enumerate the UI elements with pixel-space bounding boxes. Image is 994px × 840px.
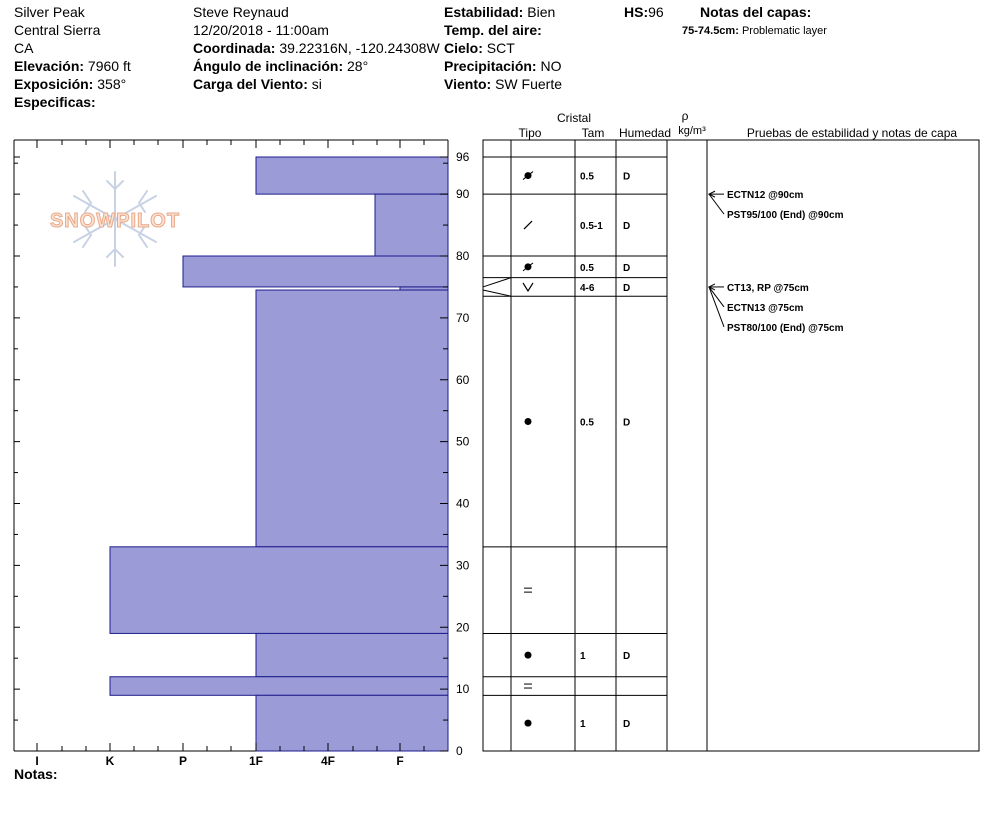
depth-hoar-icon xyxy=(523,283,533,291)
hardness-tick-label: 1F xyxy=(248,754,264,768)
snowpilot-logo xyxy=(50,172,180,266)
depth-tick-label: 20 xyxy=(456,620,470,635)
depth-tick-label: 10 xyxy=(456,682,470,697)
test-leader xyxy=(709,194,724,214)
hardness-tick-label: P xyxy=(178,754,188,768)
depth-tick-label: 96 xyxy=(456,150,470,164)
depth-tick-label: 50 xyxy=(456,434,470,449)
coord-value: 39.22316N, -120.24308W xyxy=(279,40,440,56)
test-result: ECTN13 @75cm xyxy=(727,302,804,314)
hardness-tick-label: 4F xyxy=(320,754,336,768)
test-result: ECTN12 @90cm xyxy=(727,190,804,202)
test-result: PST80/100 (End) @75cm xyxy=(727,322,844,334)
row-moisture: D xyxy=(623,262,631,274)
row-size: 1 xyxy=(580,651,586,663)
row-size: 0.5 xyxy=(580,417,594,429)
state: CA xyxy=(14,40,34,56)
melt-freeze-crust-icon xyxy=(524,588,532,592)
hs-value: 96 xyxy=(648,4,664,20)
precip-value: NO xyxy=(540,58,562,74)
logo-text: SNOWPILOT xyxy=(49,210,181,232)
row-moisture: D xyxy=(623,171,631,183)
slope-value: 28° xyxy=(347,58,369,74)
row-moisture: D xyxy=(623,221,631,233)
hardness-layer-bar xyxy=(110,547,448,634)
depth-tick-label: 90 xyxy=(456,187,470,202)
stability-tests xyxy=(709,190,844,334)
elevation-label: Elevación: xyxy=(14,58,85,74)
datetime: 12/20/2018 - 11:00am xyxy=(193,22,329,38)
hardness-layers xyxy=(110,157,448,751)
col-header-density-symbol: ρ xyxy=(681,109,689,123)
aspect-value: 358° xyxy=(97,76,127,92)
hardness-layer-bar xyxy=(256,695,448,751)
stability-value: Bien xyxy=(527,4,556,20)
decomposing-fragments-icon xyxy=(524,221,532,229)
layer-note-text: Problematic layer xyxy=(741,25,827,37)
hardness-layer-bar xyxy=(256,290,448,547)
rounded-grains-icon xyxy=(525,652,532,659)
row-moisture: D xyxy=(623,719,631,731)
depth-tick-label: 60 xyxy=(456,372,470,387)
layer-note-depth: 75-74.5cm: xyxy=(682,25,739,37)
test-leader xyxy=(709,287,724,307)
wind-load-label: Carga del Viento: xyxy=(193,76,308,92)
rounded-grains-icon xyxy=(525,418,532,425)
hardness-tick-label: I xyxy=(35,754,39,768)
depth-tick-label: 30 xyxy=(456,558,470,573)
mountain-range: Central Sierra xyxy=(14,22,101,38)
slope-label: Ángulo de inclinación: xyxy=(193,58,344,74)
specifics-label: Especificas: xyxy=(14,94,96,110)
elevation-value: 7960 ft xyxy=(87,58,131,74)
coord-label: Coordinada: xyxy=(193,40,276,56)
col-header-type: Tipo xyxy=(518,126,542,140)
notes xyxy=(14,765,58,783)
precip-label: Precipitación: xyxy=(444,58,537,74)
row-connector xyxy=(483,290,511,296)
depth-tick-label: 40 xyxy=(456,496,470,511)
hardness-layer-bar xyxy=(375,194,448,256)
depth-tick-label: 0 xyxy=(456,744,463,758)
layer-notes-label: Notas del capas: xyxy=(700,4,812,20)
air-temp-label: Temp. del aire: xyxy=(444,22,542,38)
wind-load-value: si xyxy=(311,76,322,92)
row-moisture: D xyxy=(623,417,631,429)
row-size: 0.5-1 xyxy=(580,221,603,233)
hardness-layer-bar xyxy=(256,633,448,676)
col-header-density-unit: kg/m³ xyxy=(678,125,706,137)
hs-label: HS: xyxy=(624,4,649,20)
wind-label: Viento: xyxy=(444,76,492,92)
col-header-size: Tam xyxy=(581,126,605,140)
hardness-layer-bar xyxy=(110,677,448,696)
hardness-tick-label: K xyxy=(105,754,115,768)
location: Silver Peak xyxy=(14,4,85,20)
depth-tick-label: 80 xyxy=(456,249,470,263)
observer: Steve Reynaud xyxy=(193,4,289,20)
test-result: CT13, RP @75cm xyxy=(727,282,809,294)
aspect-label: Exposición: xyxy=(14,76,94,92)
melt-freeze-crust-icon xyxy=(524,684,532,688)
rounding-faceted-icon xyxy=(523,263,533,271)
layer-table xyxy=(483,109,979,751)
row-size: 0.5 xyxy=(580,262,594,274)
row-moisture: D xyxy=(623,282,631,294)
row-size: 0.5 xyxy=(580,171,594,183)
rounded-grains-icon xyxy=(525,720,532,727)
row-connector xyxy=(483,278,511,287)
rounding-faceted-icon xyxy=(523,172,533,180)
depth-tick-label: 70 xyxy=(456,310,470,325)
sky-value: SCT xyxy=(486,40,515,56)
test-result: PST95/100 (End) @90cm xyxy=(727,210,844,222)
row-size: 4-6 xyxy=(580,282,595,294)
wind-value: SW Fuerte xyxy=(495,76,562,92)
col-header-crystal: Cristal xyxy=(556,111,592,125)
col-header-moisture: Humedad xyxy=(618,126,672,140)
notes-label: Notas: xyxy=(14,766,58,782)
hardness-layer-bar xyxy=(183,256,448,287)
test-leader xyxy=(709,287,724,327)
stability-label: Estabilidad: xyxy=(444,4,524,20)
row-moisture: D xyxy=(623,651,631,663)
hardness-layer-bar xyxy=(256,157,448,194)
table-border xyxy=(483,140,979,751)
row-size: 1 xyxy=(580,719,586,731)
hardness-tick-label: F xyxy=(396,754,404,768)
sky-label: Cielo: xyxy=(444,40,483,56)
col-header-tests: Pruebas de estabilidad y notas de capa xyxy=(746,126,958,140)
